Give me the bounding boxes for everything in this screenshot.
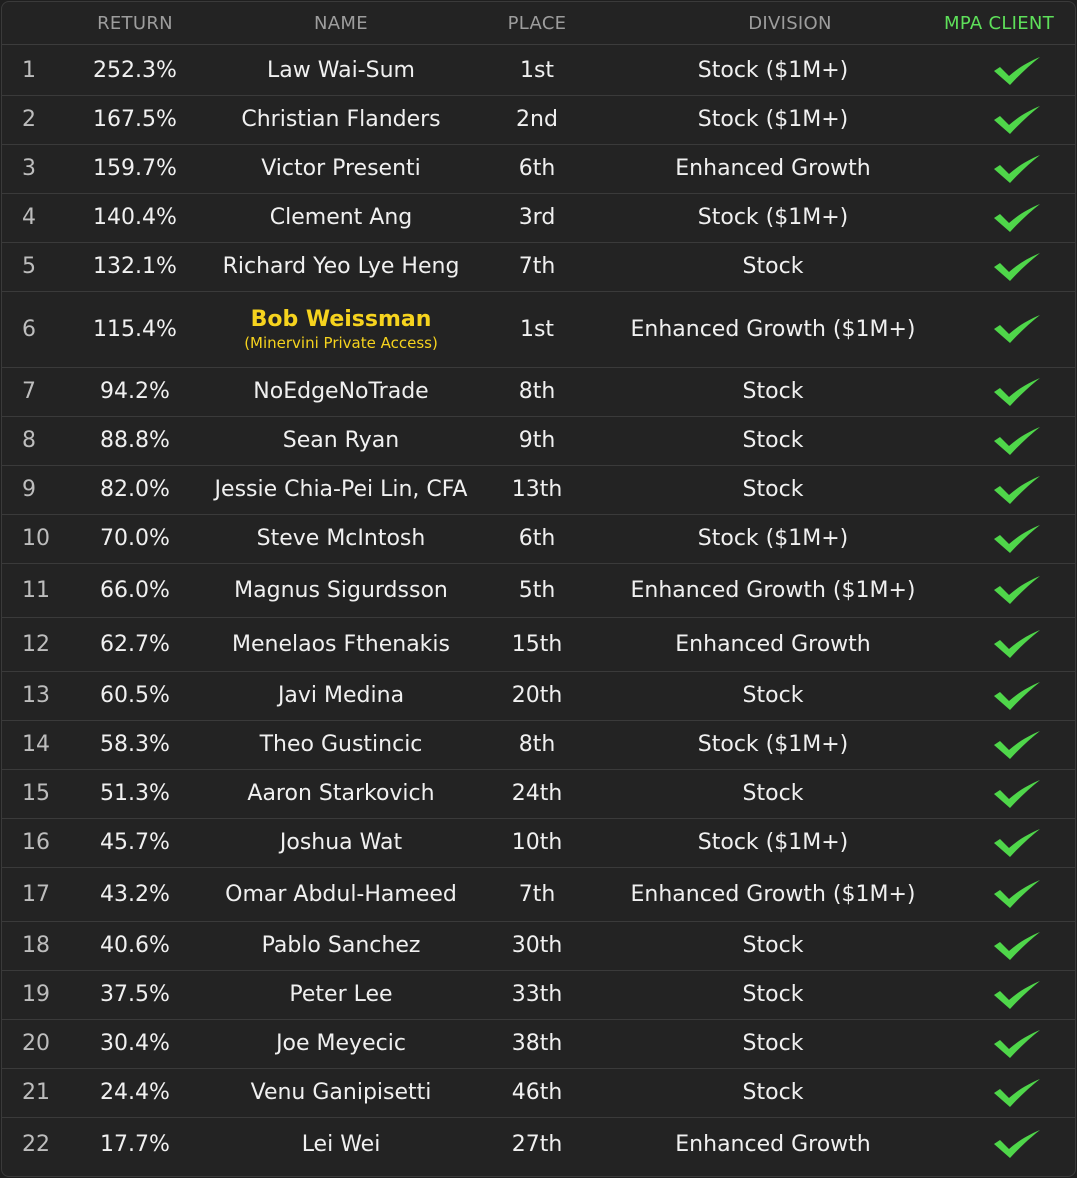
trader-name: Jessie Chia-Pei Lin, CFA bbox=[214, 477, 468, 502]
rank-cell bbox=[2, 867, 74, 921]
trader-name: Sean Ryan bbox=[282, 428, 400, 453]
return-value: 43.2% bbox=[100, 881, 170, 907]
table-row[interactable] bbox=[2, 144, 1075, 194]
trader-name: Bob Weissman bbox=[250, 306, 432, 332]
trader-name: Pablo Sanchez bbox=[261, 933, 421, 958]
trader-name: Victor Presenti bbox=[261, 156, 421, 181]
return-cell bbox=[74, 818, 196, 867]
table-row[interactable] bbox=[2, 720, 1075, 770]
return-value: 159.7% bbox=[93, 156, 177, 181]
rank-cell bbox=[2, 416, 74, 465]
name-cell bbox=[196, 671, 486, 720]
return-cell bbox=[74, 769, 196, 818]
mpa-client-cell bbox=[958, 367, 1075, 416]
division-cell bbox=[588, 867, 958, 921]
name-cell bbox=[196, 291, 486, 367]
name-cell bbox=[196, 1117, 486, 1171]
mpa-client-cell bbox=[958, 769, 1075, 818]
name-cell bbox=[196, 242, 486, 291]
trader-name: Javi Medina bbox=[277, 683, 405, 708]
division-value: Enhanced Growth bbox=[675, 631, 871, 657]
name-cell bbox=[196, 617, 486, 671]
trader-name: Richard Yeo Lye Heng bbox=[222, 254, 460, 279]
division-value: Stock bbox=[742, 933, 804, 958]
checkmark-icon bbox=[992, 1078, 1042, 1108]
table-row[interactable] bbox=[2, 1117, 1075, 1171]
rank: 5 bbox=[22, 254, 36, 279]
trader-name: Peter Lee bbox=[289, 982, 393, 1007]
rank-cell bbox=[2, 95, 74, 144]
name-cell bbox=[196, 720, 486, 769]
name-cell bbox=[196, 769, 486, 818]
return-value: 167.5% bbox=[93, 107, 177, 132]
trader-subtitle: (Minervini Private Access) bbox=[244, 333, 438, 352]
return-cell bbox=[74, 671, 196, 720]
return-cell bbox=[74, 867, 196, 921]
place-cell bbox=[486, 291, 588, 367]
division-cell bbox=[588, 193, 958, 242]
name-cell bbox=[196, 95, 486, 144]
return-value: 58.3% bbox=[100, 732, 170, 757]
return-value: 115.4% bbox=[93, 316, 177, 342]
return-value: 94.2% bbox=[100, 379, 170, 404]
place-value: 3rd bbox=[518, 205, 556, 230]
division-cell bbox=[588, 921, 958, 970]
return-value: 140.4% bbox=[93, 205, 177, 230]
table-row[interactable] bbox=[2, 465, 1075, 515]
trader-name: Magnus Sigurdsson bbox=[234, 577, 448, 603]
division-cell bbox=[588, 367, 958, 416]
place-value: 8th bbox=[518, 732, 556, 757]
table-row[interactable] bbox=[2, 818, 1075, 868]
name-cell bbox=[196, 818, 486, 867]
trader-name: Law Wai-Sum bbox=[267, 58, 415, 83]
mpa-client-cell bbox=[958, 1019, 1075, 1068]
name-cell bbox=[196, 416, 486, 465]
table-row[interactable] bbox=[2, 671, 1075, 721]
division-cell bbox=[588, 416, 958, 465]
rank: 12 bbox=[22, 631, 50, 657]
header-name[interactable]: NAME bbox=[314, 13, 368, 34]
division-cell bbox=[588, 242, 958, 291]
header-mpa-client[interactable]: MPA CLIENT bbox=[943, 13, 1054, 34]
table-row[interactable] bbox=[2, 921, 1075, 971]
checkmark-icon bbox=[992, 314, 1042, 344]
rank: 18 bbox=[22, 933, 50, 958]
checkmark-icon bbox=[992, 56, 1042, 86]
return-cell bbox=[74, 1019, 196, 1068]
rank: 20 bbox=[22, 1031, 50, 1056]
place-cell bbox=[486, 921, 588, 970]
mpa-client-cell bbox=[958, 416, 1075, 465]
trader-name: Joe Meyecic bbox=[276, 1031, 406, 1056]
division-value: Stock bbox=[742, 1080, 804, 1105]
place-cell bbox=[486, 193, 588, 242]
mpa-client-cell bbox=[958, 242, 1075, 291]
mpa-client-cell bbox=[958, 671, 1075, 720]
mpa-client-cell bbox=[958, 720, 1075, 769]
table-row[interactable] bbox=[2, 46, 1075, 96]
name-cell bbox=[196, 465, 486, 514]
name-cell bbox=[196, 46, 486, 95]
checkmark-icon bbox=[992, 524, 1042, 554]
division-cell bbox=[588, 1117, 958, 1171]
rank: 7 bbox=[22, 379, 36, 404]
rank-cell bbox=[2, 1019, 74, 1068]
rank: 6 bbox=[22, 316, 36, 342]
division-value: Stock bbox=[742, 781, 804, 806]
name-cell bbox=[196, 193, 486, 242]
rank-cell bbox=[2, 818, 74, 867]
checkmark-icon bbox=[992, 980, 1042, 1010]
name-cell bbox=[196, 563, 486, 617]
return-cell bbox=[74, 193, 196, 242]
checkmark-icon bbox=[992, 203, 1042, 233]
rank-cell bbox=[2, 193, 74, 242]
checkmark-icon bbox=[992, 575, 1042, 605]
checkmark-icon bbox=[992, 377, 1042, 407]
name-cell bbox=[196, 921, 486, 970]
place-value: 46th bbox=[511, 1080, 563, 1105]
return-value: 132.1% bbox=[93, 254, 177, 279]
table-row[interactable] bbox=[2, 193, 1075, 243]
return-cell bbox=[74, 367, 196, 416]
return-value: 88.8% bbox=[100, 428, 170, 453]
rank-cell bbox=[2, 514, 74, 563]
place-value: 20th bbox=[511, 683, 563, 708]
return-value: 60.5% bbox=[100, 683, 170, 708]
checkmark-icon bbox=[992, 105, 1042, 135]
division-cell bbox=[588, 818, 958, 867]
place-value: 15th bbox=[511, 631, 563, 657]
division-value: Stock bbox=[742, 683, 804, 708]
rank-cell bbox=[2, 671, 74, 720]
return-cell bbox=[74, 144, 196, 193]
table-row[interactable] bbox=[2, 563, 1075, 618]
place-cell bbox=[486, 1117, 588, 1171]
return-value: 51.3% bbox=[100, 781, 170, 806]
trader-name: NoEdgeNoTrade bbox=[253, 379, 429, 404]
return-cell bbox=[74, 970, 196, 1019]
rank-cell bbox=[2, 720, 74, 769]
name-cell bbox=[196, 514, 486, 563]
rank-cell bbox=[2, 769, 74, 818]
trader-name: Clement Ang bbox=[269, 205, 413, 230]
division-value: Stock bbox=[742, 982, 804, 1007]
trader-name: Omar Abdul-Hameed bbox=[225, 881, 457, 907]
table-row[interactable] bbox=[2, 95, 1075, 145]
checkmark-icon bbox=[992, 629, 1042, 659]
rank: 17 bbox=[22, 881, 50, 907]
rank-cell bbox=[2, 970, 74, 1019]
trader-name: Theo Gustincic bbox=[259, 732, 423, 757]
rank-cell bbox=[2, 46, 74, 95]
table-row[interactable] bbox=[2, 367, 1075, 417]
place-cell bbox=[486, 416, 588, 465]
checkmark-icon bbox=[992, 828, 1042, 858]
table-row[interactable] bbox=[2, 769, 1075, 819]
place-cell bbox=[486, 818, 588, 867]
mpa-client-cell bbox=[958, 818, 1075, 867]
checkmark-icon bbox=[992, 730, 1042, 760]
division-cell bbox=[588, 144, 958, 193]
rank: 1 bbox=[22, 58, 36, 83]
checkmark-icon bbox=[992, 879, 1042, 909]
place-value: 1st bbox=[519, 58, 555, 83]
mpa-client-cell bbox=[958, 95, 1075, 144]
rank: 13 bbox=[22, 683, 50, 708]
table-row[interactable] bbox=[2, 1019, 1075, 1069]
table-row[interactable] bbox=[2, 242, 1075, 292]
return-value: 24.4% bbox=[100, 1080, 170, 1105]
return-value: 45.7% bbox=[100, 830, 170, 855]
place-cell bbox=[486, 95, 588, 144]
place-value: 38th bbox=[511, 1031, 563, 1056]
rank: 22 bbox=[22, 1131, 50, 1157]
return-value: 30.4% bbox=[100, 1031, 170, 1056]
division-cell bbox=[588, 671, 958, 720]
name-cell bbox=[196, 1019, 486, 1068]
rank: 3 bbox=[22, 156, 36, 181]
place-value: 5th bbox=[518, 577, 556, 603]
return-cell bbox=[74, 242, 196, 291]
division-value: Stock bbox=[742, 379, 804, 404]
division-value: Stock ($1M+) bbox=[697, 732, 849, 757]
header-return[interactable]: RETURN bbox=[97, 13, 173, 34]
trader-name: Christian Flanders bbox=[241, 107, 441, 132]
rank-cell bbox=[2, 1068, 74, 1117]
mpa-client-cell bbox=[958, 193, 1075, 242]
rank-cell bbox=[2, 563, 74, 617]
trader-name: Menelaos Fthenakis bbox=[231, 631, 450, 657]
return-value: 17.7% bbox=[100, 1131, 170, 1157]
checkmark-icon bbox=[992, 1129, 1042, 1159]
place-cell bbox=[486, 514, 588, 563]
mpa-client-cell bbox=[958, 970, 1075, 1019]
rank: 14 bbox=[22, 732, 50, 757]
place-value: 10th bbox=[511, 830, 563, 855]
mpa-client-cell bbox=[958, 465, 1075, 514]
return-cell bbox=[74, 465, 196, 514]
rank: 21 bbox=[22, 1080, 50, 1105]
name-cell bbox=[196, 367, 486, 416]
division-cell bbox=[588, 95, 958, 144]
place-cell bbox=[486, 769, 588, 818]
division-value: Stock bbox=[742, 477, 804, 502]
rank: 4 bbox=[22, 205, 36, 230]
mpa-client-cell bbox=[958, 144, 1075, 193]
division-cell bbox=[588, 970, 958, 1019]
return-cell bbox=[74, 1117, 196, 1171]
leaderboard-table bbox=[1, 1, 1076, 1177]
rank: 11 bbox=[22, 577, 50, 603]
mpa-client-cell bbox=[958, 291, 1075, 367]
division-cell bbox=[588, 46, 958, 95]
trader-name: Joshua Wat bbox=[279, 830, 403, 855]
checkmark-icon bbox=[992, 475, 1042, 505]
table-row[interactable] bbox=[2, 416, 1075, 466]
table-row[interactable] bbox=[2, 970, 1075, 1020]
division-value: Stock ($1M+) bbox=[697, 58, 849, 83]
table-row[interactable] bbox=[2, 291, 1075, 368]
name-cell bbox=[196, 144, 486, 193]
trader-name: Lei Wei bbox=[301, 1131, 381, 1157]
mpa-client-cell bbox=[958, 617, 1075, 671]
place-cell bbox=[486, 242, 588, 291]
place-value: 1st bbox=[519, 316, 555, 342]
division-value: Stock bbox=[742, 1031, 804, 1056]
rank-cell bbox=[2, 921, 74, 970]
return-value: 40.6% bbox=[100, 933, 170, 958]
place-value: 30th bbox=[511, 933, 563, 958]
return-value: 62.7% bbox=[100, 631, 170, 657]
rank-cell bbox=[2, 291, 74, 367]
return-value: 82.0% bbox=[100, 477, 170, 502]
division-cell bbox=[588, 465, 958, 514]
division-value: Stock ($1M+) bbox=[697, 526, 849, 551]
division-value: Enhanced Growth ($1M+) bbox=[630, 577, 916, 603]
return-cell bbox=[74, 95, 196, 144]
name-cell bbox=[196, 867, 486, 921]
header-place[interactable]: PLACE bbox=[507, 13, 567, 34]
return-cell bbox=[74, 514, 196, 563]
place-value: 6th bbox=[518, 156, 556, 181]
division-cell bbox=[588, 769, 958, 818]
division-cell bbox=[588, 514, 958, 563]
division-value: Stock ($1M+) bbox=[697, 107, 849, 132]
mpa-client-cell bbox=[958, 514, 1075, 563]
rank: 8 bbox=[22, 428, 36, 453]
place-cell bbox=[486, 1019, 588, 1068]
rank-cell bbox=[2, 617, 74, 671]
rank: 15 bbox=[22, 781, 50, 806]
place-value: 9th bbox=[518, 428, 556, 453]
place-value: 8th bbox=[518, 379, 556, 404]
checkmark-icon bbox=[992, 154, 1042, 184]
return-cell bbox=[74, 1068, 196, 1117]
division-value: Enhanced Growth ($1M+) bbox=[630, 316, 916, 342]
return-cell bbox=[74, 720, 196, 769]
place-cell bbox=[486, 1068, 588, 1117]
return-cell bbox=[74, 617, 196, 671]
mpa-client-cell bbox=[958, 563, 1075, 617]
place-cell bbox=[486, 144, 588, 193]
place-cell bbox=[486, 367, 588, 416]
checkmark-icon bbox=[992, 252, 1042, 282]
return-cell bbox=[74, 416, 196, 465]
rank-cell bbox=[2, 144, 74, 193]
division-value: Enhanced Growth bbox=[675, 156, 871, 181]
return-cell bbox=[74, 291, 196, 367]
rank: 9 bbox=[22, 477, 36, 502]
return-cell bbox=[74, 921, 196, 970]
division-cell bbox=[588, 563, 958, 617]
place-cell bbox=[486, 671, 588, 720]
place-value: 7th bbox=[518, 254, 556, 279]
mpa-client-cell bbox=[958, 46, 1075, 95]
table-row[interactable] bbox=[2, 617, 1075, 672]
place-value: 7th bbox=[518, 881, 556, 907]
table-row[interactable] bbox=[2, 867, 1075, 922]
division-value: Enhanced Growth ($1M+) bbox=[630, 881, 916, 907]
return-value: 252.3% bbox=[93, 58, 177, 83]
mpa-client-cell bbox=[958, 921, 1075, 970]
division-value: Enhanced Growth bbox=[675, 1131, 871, 1157]
place-value: 24th bbox=[511, 781, 563, 806]
table-row[interactable] bbox=[2, 1068, 1075, 1118]
division-value: Stock ($1M+) bbox=[697, 830, 849, 855]
place-cell bbox=[486, 617, 588, 671]
rank-cell bbox=[2, 367, 74, 416]
place-cell bbox=[486, 867, 588, 921]
trader-name: Aaron Starkovich bbox=[247, 781, 435, 806]
place-cell bbox=[486, 563, 588, 617]
place-value: 2nd bbox=[516, 107, 558, 132]
trader-name: Steve McIntosh bbox=[256, 526, 426, 551]
table-row[interactable] bbox=[2, 514, 1075, 564]
name-cell bbox=[196, 970, 486, 1019]
name-cell bbox=[196, 1068, 486, 1117]
place-cell bbox=[486, 46, 588, 95]
division-value: Stock bbox=[742, 254, 804, 279]
division-cell bbox=[588, 291, 958, 367]
division-cell bbox=[588, 1019, 958, 1068]
place-cell bbox=[486, 720, 588, 769]
rank: 19 bbox=[22, 982, 50, 1007]
mpa-client-cell bbox=[958, 1068, 1075, 1117]
return-value: 70.0% bbox=[100, 526, 170, 551]
checkmark-icon bbox=[992, 426, 1042, 456]
checkmark-icon bbox=[992, 681, 1042, 711]
rank: 16 bbox=[22, 830, 50, 855]
return-value: 66.0% bbox=[100, 577, 170, 603]
place-cell bbox=[486, 465, 588, 514]
division-cell bbox=[588, 617, 958, 671]
checkmark-icon bbox=[992, 1029, 1042, 1059]
division-value: Stock ($1M+) bbox=[697, 205, 849, 230]
place-value: 6th bbox=[518, 526, 556, 551]
rank-cell bbox=[2, 1117, 74, 1171]
place-cell bbox=[486, 970, 588, 1019]
return-cell bbox=[74, 46, 196, 95]
rank: 2 bbox=[22, 107, 36, 132]
mpa-client-cell bbox=[958, 1117, 1075, 1171]
header-division[interactable]: DIVISION bbox=[748, 13, 832, 34]
division-value: Stock bbox=[742, 428, 804, 453]
rank: 10 bbox=[22, 526, 50, 551]
return-value: 37.5% bbox=[100, 982, 170, 1007]
mpa-client-cell bbox=[958, 867, 1075, 921]
place-value: 27th bbox=[511, 1131, 563, 1157]
division-cell bbox=[588, 720, 958, 769]
return-cell bbox=[74, 563, 196, 617]
trader-name: Venu Ganipisetti bbox=[250, 1080, 432, 1105]
place-value: 33th bbox=[511, 982, 563, 1007]
rank-cell bbox=[2, 242, 74, 291]
checkmark-icon bbox=[992, 931, 1042, 961]
checkmark-icon bbox=[992, 779, 1042, 809]
table-header bbox=[2, 2, 1075, 45]
place-value: 13th bbox=[511, 477, 563, 502]
rank-cell bbox=[2, 465, 74, 514]
division-cell bbox=[588, 1068, 958, 1117]
